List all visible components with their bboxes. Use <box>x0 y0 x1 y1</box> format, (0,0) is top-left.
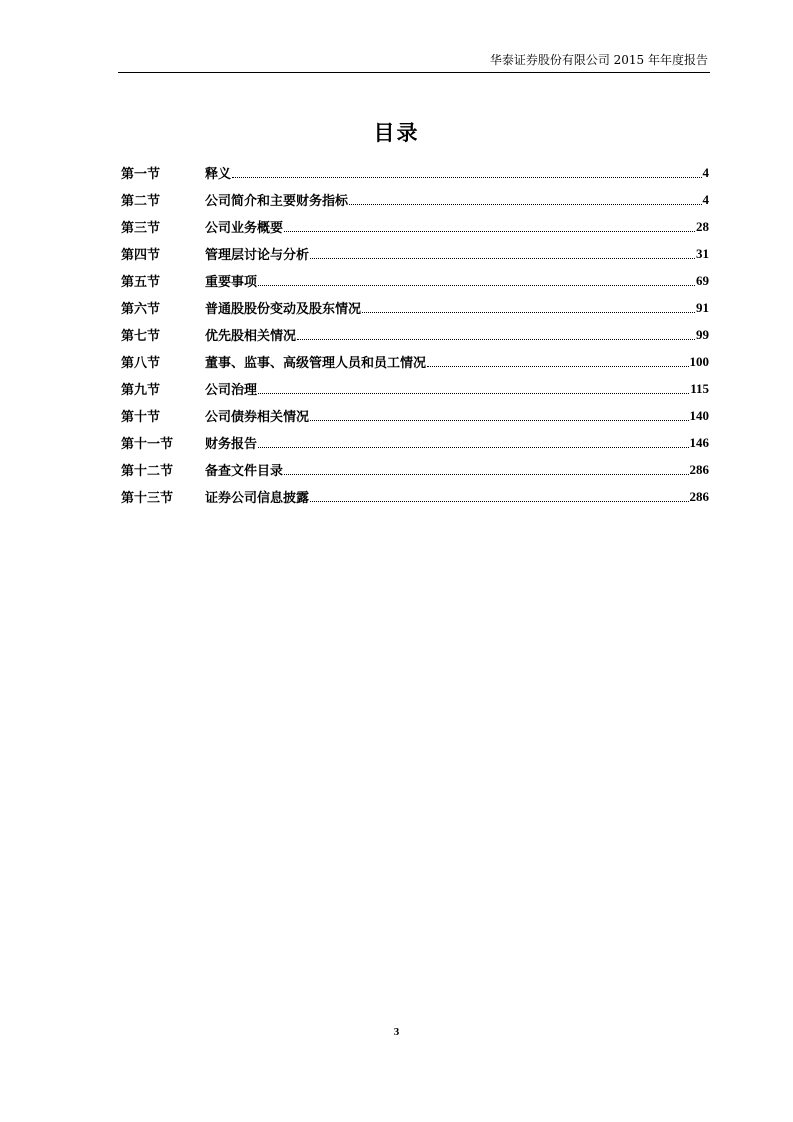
dot-leader <box>297 338 695 340</box>
toc-page-number: 31 <box>696 245 709 261</box>
page-number: 3 <box>393 1026 400 1038</box>
toc-entry[interactable] <box>121 159 709 186</box>
toc-section-number: 第七节 <box>121 329 161 344</box>
toc-section-number: 第十二节 <box>121 464 174 479</box>
toc-entry-label: 财务报告 <box>205 437 258 452</box>
toc-entry-label: 重要事项 <box>205 275 258 290</box>
toc-entry-label: 公司简介和主要财务指标 <box>205 194 349 209</box>
toc-entry[interactable] <box>121 321 709 348</box>
page-header <box>118 52 710 73</box>
toc-page-number: 115 <box>690 380 709 396</box>
toc-entry[interactable] <box>121 240 709 267</box>
toc-entry-label: 董事、监事、高级管理人员和员工情况 <box>205 356 427 371</box>
toc-page-number: 28 <box>696 218 709 234</box>
toc-page-number: 140 <box>689 407 709 423</box>
toc-entry[interactable] <box>121 429 709 456</box>
toc-entry[interactable] <box>121 375 709 402</box>
toc-section-number: 第五节 <box>121 275 161 290</box>
toc-section-number: 第八节 <box>121 356 161 371</box>
dot-leader <box>427 365 688 367</box>
toc-section-number: 第十三节 <box>121 491 174 506</box>
toc-list <box>121 159 709 510</box>
dot-leader <box>258 284 695 286</box>
toc-entry[interactable] <box>121 186 709 213</box>
toc-section-number: 第二节 <box>121 194 161 209</box>
toc-section-number: 第一节 <box>121 167 161 182</box>
dot-leader <box>310 419 688 421</box>
toc-page-number: 4 <box>702 191 709 207</box>
toc-page-number: 69 <box>696 272 709 288</box>
toc-section-number: 第十一节 <box>121 437 174 452</box>
toc-entry[interactable] <box>121 456 709 483</box>
toc-page-number: 99 <box>696 326 709 342</box>
toc-page-number: 146 <box>689 434 709 450</box>
toc-entry[interactable] <box>121 483 709 510</box>
header-report-title: 华泰证券股份有限公司 2015 年年度报告 <box>489 53 708 67</box>
toc-entry-label: 公司债券相关情况 <box>205 410 310 425</box>
toc-entry-label: 公司治理 <box>205 383 258 398</box>
toc-page-number: 100 <box>689 353 709 369</box>
toc-section-number: 第十节 <box>121 410 161 425</box>
toc-section-number: 第六节 <box>121 302 161 317</box>
dot-leader <box>284 473 688 475</box>
toc-entry-label: 普通股股份变动及股东情况 <box>205 302 362 317</box>
toc-entry[interactable] <box>121 213 709 240</box>
toc-entry[interactable] <box>121 267 709 294</box>
toc-entry-label: 管理层讨论与分析 <box>205 248 310 263</box>
toc-page-number: 91 <box>696 299 709 315</box>
dot-leader <box>258 446 688 448</box>
dot-leader <box>310 500 688 502</box>
toc-entry-label: 证券公司信息披露 <box>205 491 310 506</box>
dot-leader <box>362 311 695 313</box>
toc-entry[interactable] <box>121 402 709 429</box>
toc-entry[interactable] <box>121 294 709 321</box>
dot-leader <box>310 257 695 259</box>
toc-entry[interactable] <box>121 348 709 375</box>
toc-page-number: 4 <box>702 164 709 180</box>
toc-section-number: 第三节 <box>121 221 161 236</box>
toc-section-number: 第四节 <box>121 248 161 263</box>
toc-entry-label: 公司业务概要 <box>205 221 284 236</box>
toc-page-number: 286 <box>689 488 709 504</box>
toc-entry-label: 优先股相关情况 <box>205 329 297 344</box>
toc-section-number: 第九节 <box>121 383 161 398</box>
toc-title: 目录 <box>373 120 420 145</box>
toc-entry-label: 备查文件目录 <box>205 464 284 479</box>
dot-leader <box>258 392 689 394</box>
toc-entry-label: 释义 <box>205 167 232 182</box>
dot-leader <box>349 203 701 205</box>
dot-leader <box>284 230 695 232</box>
toc-page-number: 286 <box>689 461 709 477</box>
dot-leader <box>232 176 701 178</box>
